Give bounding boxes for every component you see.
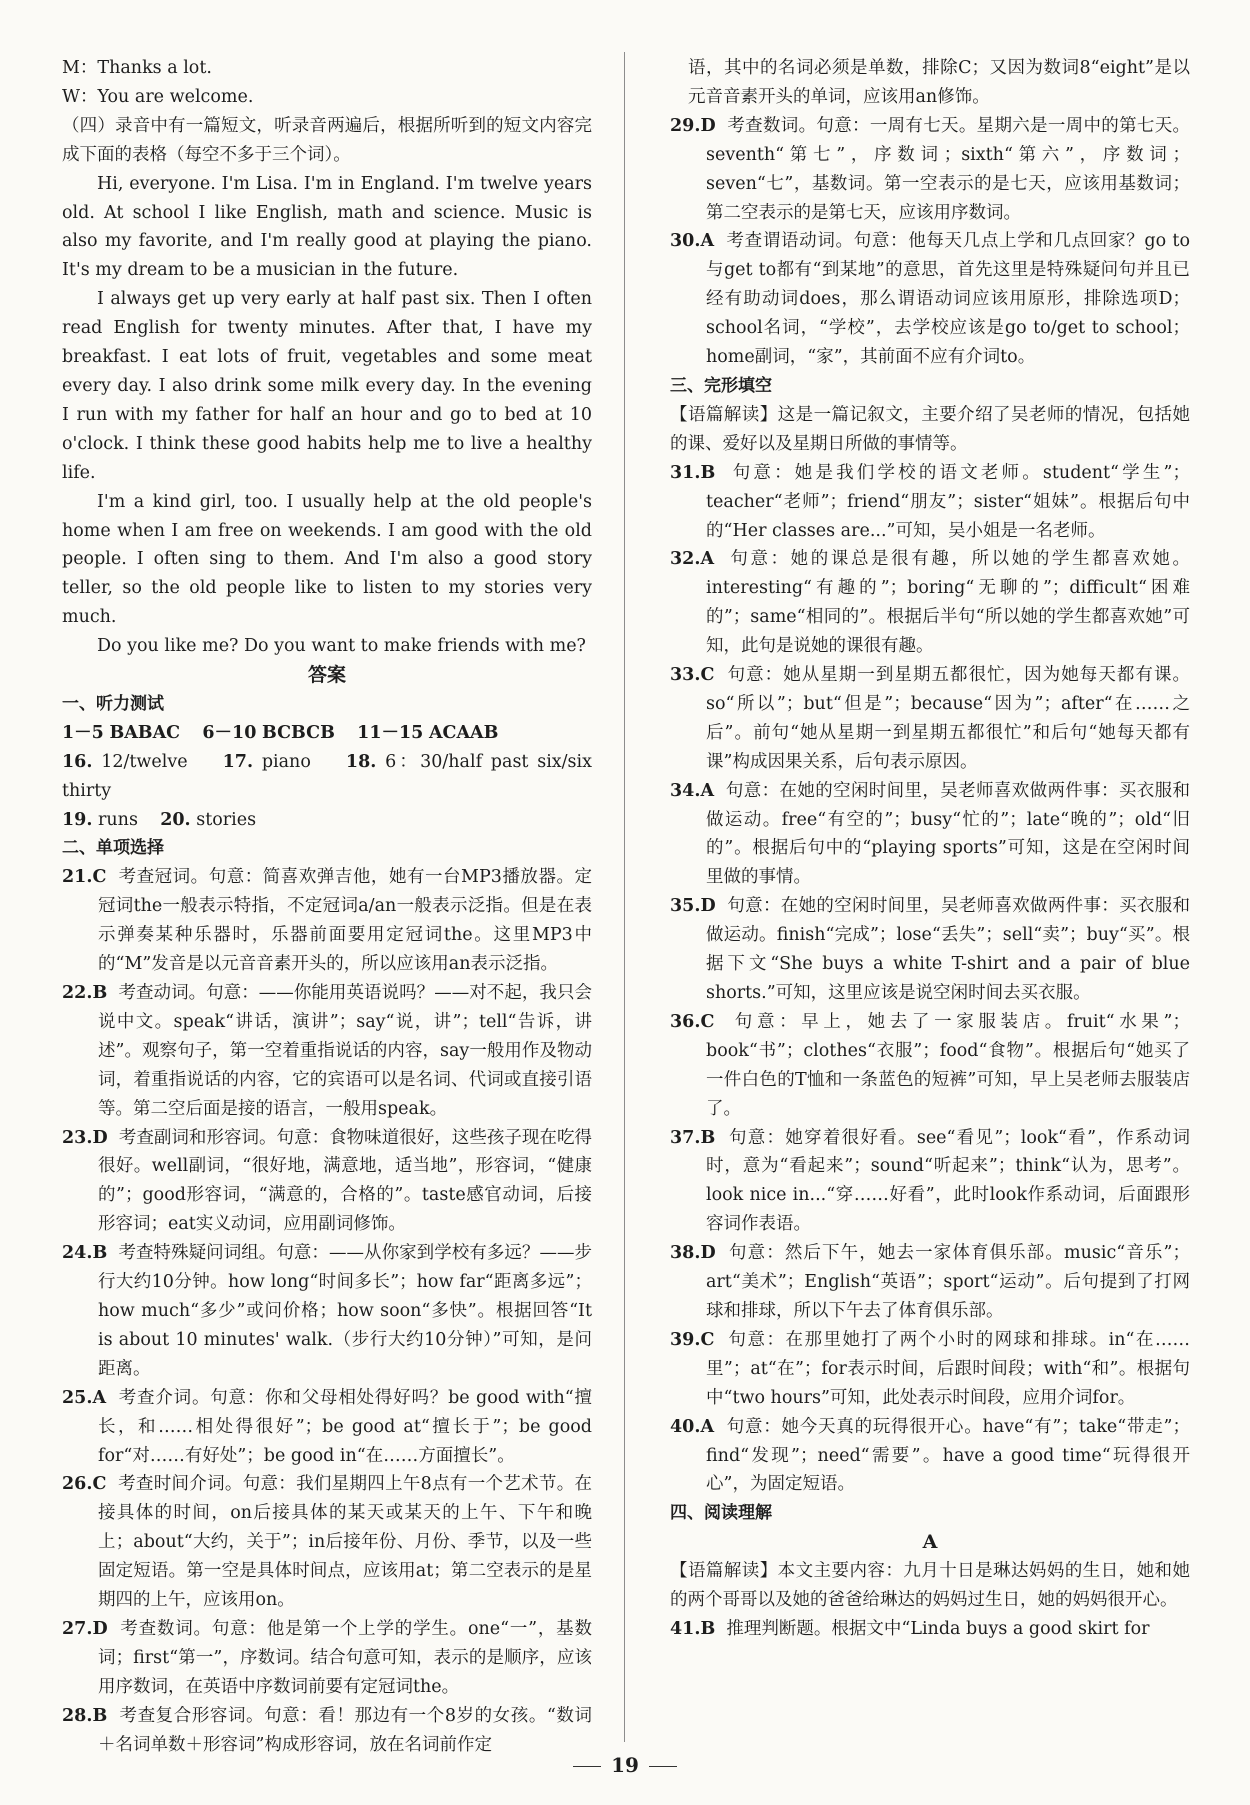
item-number: 37.B	[670, 1127, 716, 1148]
answer-number: 1－5	[62, 722, 104, 743]
passage-paragraph: Hi, everyone. I'm Lisa. I'm in England. I'm twelve years old. At school I like English, math and science. Music is also my favorite, and I'm really good at playing the piano. It's my dream to be a musician in the future.	[62, 173, 592, 281]
explanation-item	[62, 1702, 592, 1760]
item-number: 22.B	[62, 983, 108, 1003]
section-heading-listening: 一、听力测试	[62, 693, 164, 714]
answer-number: 6－10	[202, 722, 257, 743]
explanation-continuation: 语，其中的名词必须是单数，排除C；又因为数词8“eight”是以元音音素开头的单词，应该用an修饰。	[688, 58, 1190, 107]
item-text: 句意：她是我们学校的语文老师。student“学生”；teacher“老师”；friend“朋友”；sister“姐妹”。根据后句中的“Her classes are...”可知，吴小姐是一名老师。	[706, 462, 1190, 541]
page-number	[0, 1753, 1250, 1777]
item-text: 考查介词。句意：你和父母相处得好吗？be good with“擅长，和……相处得很好”；be good at“擅长于”；be good for“对……有好处”；be good in“在……方面擅长”。	[98, 1387, 592, 1466]
answer-value: piano	[261, 751, 311, 772]
explanation-item	[62, 863, 592, 979]
item-text: 句意：然后下午，她去一家体育俱乐部。music“音乐”；art“美术”；English“英语”；sport“运动”。后句提到了打网球和排球，所以下午去了体育俱乐部。	[706, 1243, 1190, 1321]
item-text: 考查副词和形容词。句意：食物味道很好，这些孩子现在吃得很好。well副词，“很好地，满意地，适当地”，形容词，“健康的”；good形容词，“满意的，合格的”。taste感官动词，后接形容词；eat实义动词，应用副词修饰。	[98, 1127, 592, 1235]
item-text: 句意：她从星期一到星期五都很忙，因为她每天都有课。so“所以”；but“但是”；because“因为”；after“在……之后”。前句“她从星期一到星期五都很忙”和后句“她每天都有课”构成因果关系，后句表示原因。	[706, 665, 1190, 772]
item-number: 23.D	[62, 1127, 108, 1148]
item-number: 25.A	[62, 1387, 107, 1408]
item-number: 27.D	[62, 1618, 108, 1639]
item-number: 32.A	[670, 549, 715, 570]
explanation-item	[670, 1615, 1190, 1644]
item-text: 句意：在她的空闲时间里，吴老师喜欢做两件事：买衣服和做运动。finish“完成”；lose“丢失”；sell“卖”；buy“买”。根据下文“She buys a white T-shirt and a pair of blue shorts.”可知，这里应该是说空闲时间去买衣服。	[706, 896, 1190, 1003]
item-text: 考查数词。句意：一周有七天。星期六是一周中的第七天。seventh“第七”，序数词；sixth“第六”，序数词；seven“七”，基数词。第一空表示的是七天，应该用基数词；第二空表示的是第七天，应该用序数词。	[706, 115, 1190, 223]
item-number: 41.B	[670, 1618, 716, 1639]
explanation-item	[670, 892, 1190, 1008]
answer-row	[62, 806, 592, 835]
dialog-line: W：You are welcome.	[62, 86, 254, 107]
item-text: 考查谓语动词。句意：他每天几点上学和几点回家？go to与get to都有“到某地”的意思，首先这里是特殊疑问句并且已经有助动词does，那么谓语动词应该用原形，排除选项D；school名词，“学校”，去学校应该是go to/get to school；home副词，“家”，其前面不应有介词to。	[706, 231, 1190, 368]
item-text: 推理判断题。根据文中“Linda buys a good skirt for	[726, 1618, 1150, 1639]
passage-paragraph: I always get up very early at half past six. Then I often read English for twenty minutes. After that, I have my breakfast. I eat lots of fruit, vegetables and some meat every day. I also drink some milk every day. In the evening I run with my father for half an hour and go to bed at 10 o'clock. I think these good habits help me to live a healthy life.	[62, 289, 592, 483]
item-text: 句意：早上，她去了一家服装店。fruit“水果”；book“书”；clothes“衣服”；food“食物”。根据后句“她买了一件白色的T恤和一条蓝色的短裤”可知，早上吴老师去服装店了。	[706, 1011, 1190, 1119]
passage-paragraph: Do you like me? Do you want to make friends with me?	[97, 636, 586, 657]
answer-number: 19.	[62, 809, 93, 830]
explanation-item	[670, 661, 1190, 777]
explanation-item	[670, 459, 1190, 546]
item-text: 考查时间介词。句意：我们星期四上午8点有一个艺术节。在接具体的时间，on后接具体的某天或某天的上午、下午和晚上；about“大约，关于”；in后接年份、月份、季节，以及一些固定短语。第一空是具体时间点，应该用at；第二空表示的是星期四的上午，应该用on。	[98, 1474, 592, 1611]
explanation-item	[62, 1615, 592, 1702]
page-number-dash	[573, 1766, 601, 1768]
reading-subheading: A	[922, 1531, 938, 1554]
passage-intro: 【语篇解读】这是一篇记叙文，主要介绍了吴老师的情况，包括她的课、爱好以及星期日所做的事情等。	[670, 404, 1190, 454]
answer-value: BCBCB	[261, 722, 335, 743]
answer-value: stories	[196, 809, 257, 830]
explanation-item	[670, 227, 1190, 372]
item-number: 40.A	[670, 1416, 715, 1437]
left-column	[62, 54, 592, 1759]
explanation-item	[62, 1239, 592, 1384]
item-number: 28.B	[62, 1705, 108, 1726]
page-number-text: 19	[611, 1753, 639, 1777]
explanation-item	[62, 979, 592, 1124]
item-number: 29.D	[670, 115, 716, 136]
item-number: 34.A	[670, 780, 715, 801]
item-number: 30.A	[670, 231, 715, 252]
section-heading-reading: 四、阅读理解	[670, 1503, 772, 1524]
answer-row	[62, 719, 592, 748]
dialog-line: M：Thanks a lot.	[62, 58, 212, 78]
explanation-item	[670, 1239, 1190, 1326]
item-number: 35.D	[670, 896, 716, 917]
passage-paragraph: I'm a kind girl, too. I usually help at the old people's home when I am free on weekends. I am good with the old people. I often sing to them. And I'm also a good story teller, so the old people like to listen to my stories very much.	[62, 491, 592, 628]
item-number: 31.B	[670, 462, 716, 483]
section-instruction: （四）录音中有一篇短文，听录音两遍后，根据所听到的短文内容完成下面的表格（每空不多于三个词）。	[62, 115, 592, 165]
answer-number: 16.	[62, 751, 93, 772]
answer-value: ACAAB	[428, 722, 499, 743]
answer-value: runs	[98, 809, 138, 830]
item-number: 38.D	[670, 1243, 716, 1264]
item-text: 考查复合形容词。句意：看！那边有一个8岁的女孩。“数词＋名词单数＋形容词”构成形容词，放在名词前作定	[98, 1705, 592, 1755]
explanation-item	[62, 1384, 592, 1471]
item-number: 36.C	[670, 1011, 715, 1032]
item-number: 33.C	[670, 665, 715, 686]
item-text: 考查动词。句意：——你能用英语说吗？——对不起，我只会说中文。speak“讲话，演讲”；say“说，讲”；tell“告诉，讲述”。观察句子，第一空着重指说话的内容，say一般用作及物动词，着重指说话的内容，它的宾语可以是名词、代词或直接引语等。第二空后面是接的语言，一般用speak。	[98, 983, 592, 1119]
answer-number: 20.	[160, 809, 191, 830]
item-text: 句意：在她的空闲时间里，吴老师喜欢做两件事：买衣服和做运动。free“有空的”；busy“忙的”；late“晚的”；old“旧的”。根据后句中的“playing sports”可知，这是在空闲时间里做的事情。	[706, 780, 1190, 888]
item-number: 21.C	[62, 867, 107, 888]
explanation-item	[62, 1470, 592, 1615]
explanation-item	[62, 1124, 592, 1240]
answer-value: 6：30/half past six/six thirty	[62, 751, 592, 801]
item-number: 26.C	[62, 1474, 107, 1495]
explanation-item	[670, 1326, 1190, 1413]
answer-number: 18.	[345, 751, 377, 772]
item-number: 24.B	[62, 1243, 108, 1264]
item-text: 考查数词。句意：他是第一个上学的学生。one“一”，基数词；first“第一”，序数词。结合句意可知，表示的是顺序，应该用序数词，在英语中序数词前要有定冠词the。	[98, 1618, 592, 1697]
answer-number: 17.	[222, 751, 254, 772]
explanation-item	[670, 112, 1190, 228]
item-number: 39.C	[670, 1329, 715, 1350]
explanation-item	[670, 777, 1190, 893]
answers-title: 答案	[307, 664, 346, 687]
answer-row	[62, 748, 592, 806]
column-divider	[624, 52, 625, 1742]
item-text: 考查冠词。句意：简喜欢弹吉他，她有一台MP3播放器。定冠词the一般表示特指，不定冠词a/an一般表示泛指。但是在表示弹奏某种乐器时，乐器前面要用定冠词the。这里MP3中的“M”发音是以元音音素开头的，所以应该用an表示泛指。	[98, 867, 592, 975]
explanation-item	[670, 545, 1190, 661]
explanation-item	[670, 1008, 1190, 1124]
item-text: 句意：在那里她打了两个小时的网球和排球。in“在……里”；at“在”；for表示时间，后跟时间段；with“和”。根据句中“two hours”可知，此处表示时间段，应用介词for。	[706, 1329, 1190, 1408]
section-heading-single-choice: 二、单项选择	[62, 838, 164, 859]
page-number-dash	[649, 1766, 677, 1768]
right-column	[670, 54, 1190, 1644]
answer-number: 11－15	[357, 722, 424, 743]
item-text: 句意：她的课总是很有趣，所以她的学生都喜欢她。interesting“有趣的”；boring“无聊的”；difficult“困难的”；same“相同的”。根据后半句“所以她的学生都喜欢她”可知，此句是说她的课很有趣。	[706, 549, 1190, 657]
answer-value: BABAC	[109, 722, 181, 743]
answer-value: 12/twelve	[101, 751, 188, 772]
explanation-item	[670, 1124, 1190, 1240]
passage-intro: 【语篇解读】本文主要内容：九月十日是琳达妈妈的生日，她和她的两个哥哥以及她的爸爸给琳达的妈妈过生日，她的妈妈很开心。	[670, 1561, 1190, 1611]
explanation-item	[670, 1413, 1190, 1500]
item-text: 句意：她今天真的玩得很开心。have“有”；take“带走”；find“发现”；need“需要”。have a good time“玩得很开心”，为固定短语。	[706, 1416, 1190, 1495]
item-text: 句意：她穿着很好看。see“看见”；look“看”，作系动词时，意为“看起来”；sound“听起来”；think“认为，思考”。look nice in...“穿……好看”，此时look作系动词，后面跟形容词作表语。	[706, 1127, 1190, 1235]
item-text: 考查特殊疑问词组。句意：——从你家到学校有多远？——步行大约10分钟。how long“时间多长”；how far“距离多远”；how much“多少”或问价格；how soon“多快”。根据回答“It is about 10 minutes' walk.（步行大约10分钟）”可知，是问距离。	[98, 1243, 592, 1379]
section-heading-cloze: 三、完形填空	[670, 375, 772, 396]
